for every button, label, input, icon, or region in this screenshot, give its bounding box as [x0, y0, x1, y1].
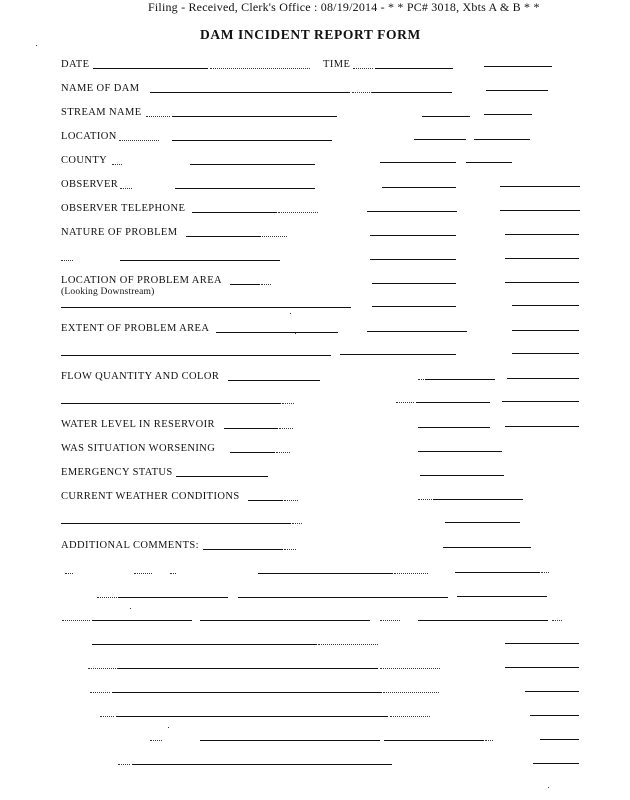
additional-comments-label: ADDITIONAL COMMENTS:: [61, 540, 199, 551]
location-of-problem-area-line-2[interactable]: [61, 307, 351, 308]
comment-line-9[interactable]: [132, 764, 392, 765]
emergency-status-field[interactable]: [176, 476, 268, 477]
flow-quantity-and-color-line-2[interactable]: [61, 403, 281, 404]
nature-of-problem-label: NATURE OF PROBLEM: [61, 227, 178, 238]
date-field[interactable]: [93, 68, 208, 69]
comment-line-4[interactable]: [92, 644, 317, 645]
county-field[interactable]: [190, 164, 315, 165]
nature-of-problem-field[interactable]: [186, 236, 261, 237]
looking-downstream-note: (Looking Downstream): [61, 287, 155, 297]
date-label: DATE: [61, 59, 90, 70]
location-label: LOCATION: [61, 131, 117, 142]
time-field[interactable]: [375, 68, 453, 69]
observer-telephone-label: OBSERVER TELEPHONE: [61, 203, 186, 214]
current-weather-conditions-field[interactable]: [248, 500, 283, 501]
observer-label: OBSERVER: [61, 179, 119, 190]
flow-quantity-and-color-label: FLOW QUANTITY AND COLOR: [61, 371, 220, 382]
current-weather-conditions-label: CURRENT WEATHER CONDITIONS: [61, 491, 240, 502]
location-of-problem-area-field[interactable]: [230, 284, 260, 285]
extent-of-problem-area-label: EXTENT OF PROBLEM AREA: [61, 323, 210, 334]
comment-line-3[interactable]: [92, 620, 192, 621]
filing-stamp: Filing - Received, Clerk's Office : 08/19/2014 - * * PC# 3018, Xbts A & B * *: [148, 0, 540, 14]
location-field[interactable]: [172, 140, 332, 141]
extent-of-problem-area-field[interactable]: [216, 332, 338, 333]
time-label: TIME: [323, 59, 351, 70]
flow-quantity-and-color-field[interactable]: [228, 380, 320, 381]
margin-line: [484, 66, 552, 67]
comment-line-6[interactable]: [112, 692, 382, 693]
additional-comments-field[interactable]: [203, 549, 283, 550]
was-situation-worsening-field[interactable]: [230, 452, 275, 453]
name-of-dam-field[interactable]: [150, 92, 350, 93]
was-situation-worsening-label: WAS SITUATION WORSENING: [61, 443, 216, 454]
observer-telephone-field[interactable]: [192, 212, 277, 213]
observer-field[interactable]: [175, 188, 315, 189]
comment-line-8[interactable]: [200, 740, 380, 741]
nature-of-problem-line-2[interactable]: [120, 260, 280, 261]
stream-name-label: STREAM NAME: [61, 107, 142, 118]
comment-line-5[interactable]: [118, 668, 378, 669]
emergency-status-label: EMERGENCY STATUS: [61, 467, 173, 478]
water-level-in-reservoir-label: WATER LEVEL IN RESERVOIR: [61, 419, 215, 430]
stream-name-field[interactable]: [172, 116, 337, 117]
water-level-in-reservoir-field[interactable]: [224, 428, 278, 429]
location-of-problem-area-label: LOCATION OF PROBLEM AREA: [61, 275, 222, 286]
comment-line-1[interactable]: [258, 573, 393, 574]
county-label: COUNTY: [61, 155, 108, 166]
comment-line-2[interactable]: [118, 597, 228, 598]
name-of-dam-label: NAME OF DAM: [61, 83, 140, 94]
comment-line-7[interactable]: [116, 716, 388, 717]
form-title: DAM INCIDENT REPORT FORM: [200, 27, 421, 42]
current-weather-conditions-line-2[interactable]: [61, 523, 291, 524]
extent-of-problem-area-line-2[interactable]: [61, 355, 331, 356]
